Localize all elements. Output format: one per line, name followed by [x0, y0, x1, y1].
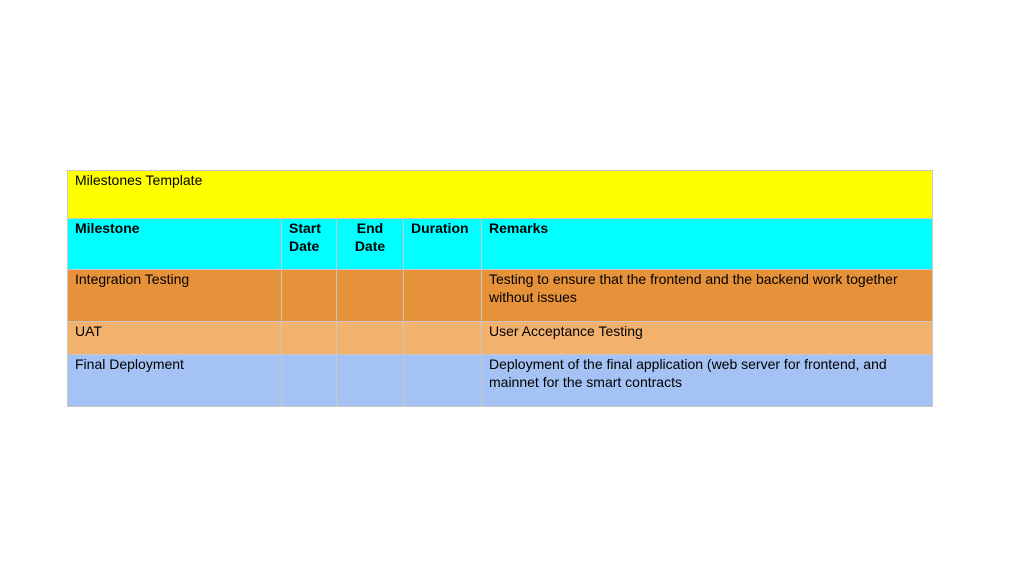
header-duration: Duration — [404, 219, 482, 270]
milestones-table — [67, 170, 933, 407]
table-row — [68, 322, 933, 355]
table-row — [68, 270, 933, 322]
table-row — [68, 355, 933, 407]
cell-remarks: Deployment of the final application (web server for frontend, and mainnet for the smart contracts — [482, 355, 933, 407]
cell-remarks: User Acceptance Testing — [482, 322, 933, 355]
cell-end-date — [337, 270, 404, 322]
cell-milestone: UAT — [68, 322, 282, 355]
cell-end-date — [337, 355, 404, 407]
cell-start-date — [282, 355, 337, 407]
cell-milestone: Final Deployment — [68, 355, 282, 407]
header-row — [68, 219, 933, 270]
header-milestone: Milestone — [68, 219, 282, 270]
cell-duration — [404, 322, 482, 355]
cell-end-date — [337, 322, 404, 355]
cell-milestone: Integration Testing — [68, 270, 282, 322]
cell-duration — [404, 355, 482, 407]
cell-start-date — [282, 270, 337, 322]
header-end-date: End Date — [337, 219, 404, 270]
table-title: Milestones Template — [68, 171, 933, 219]
cell-start-date — [282, 322, 337, 355]
cell-remarks: Testing to ensure that the frontend and the backend work together without issues — [482, 270, 933, 322]
header-remarks: Remarks — [482, 219, 933, 270]
cell-duration — [404, 270, 482, 322]
header-start-date: Start Date — [282, 219, 337, 270]
title-row — [68, 171, 933, 219]
